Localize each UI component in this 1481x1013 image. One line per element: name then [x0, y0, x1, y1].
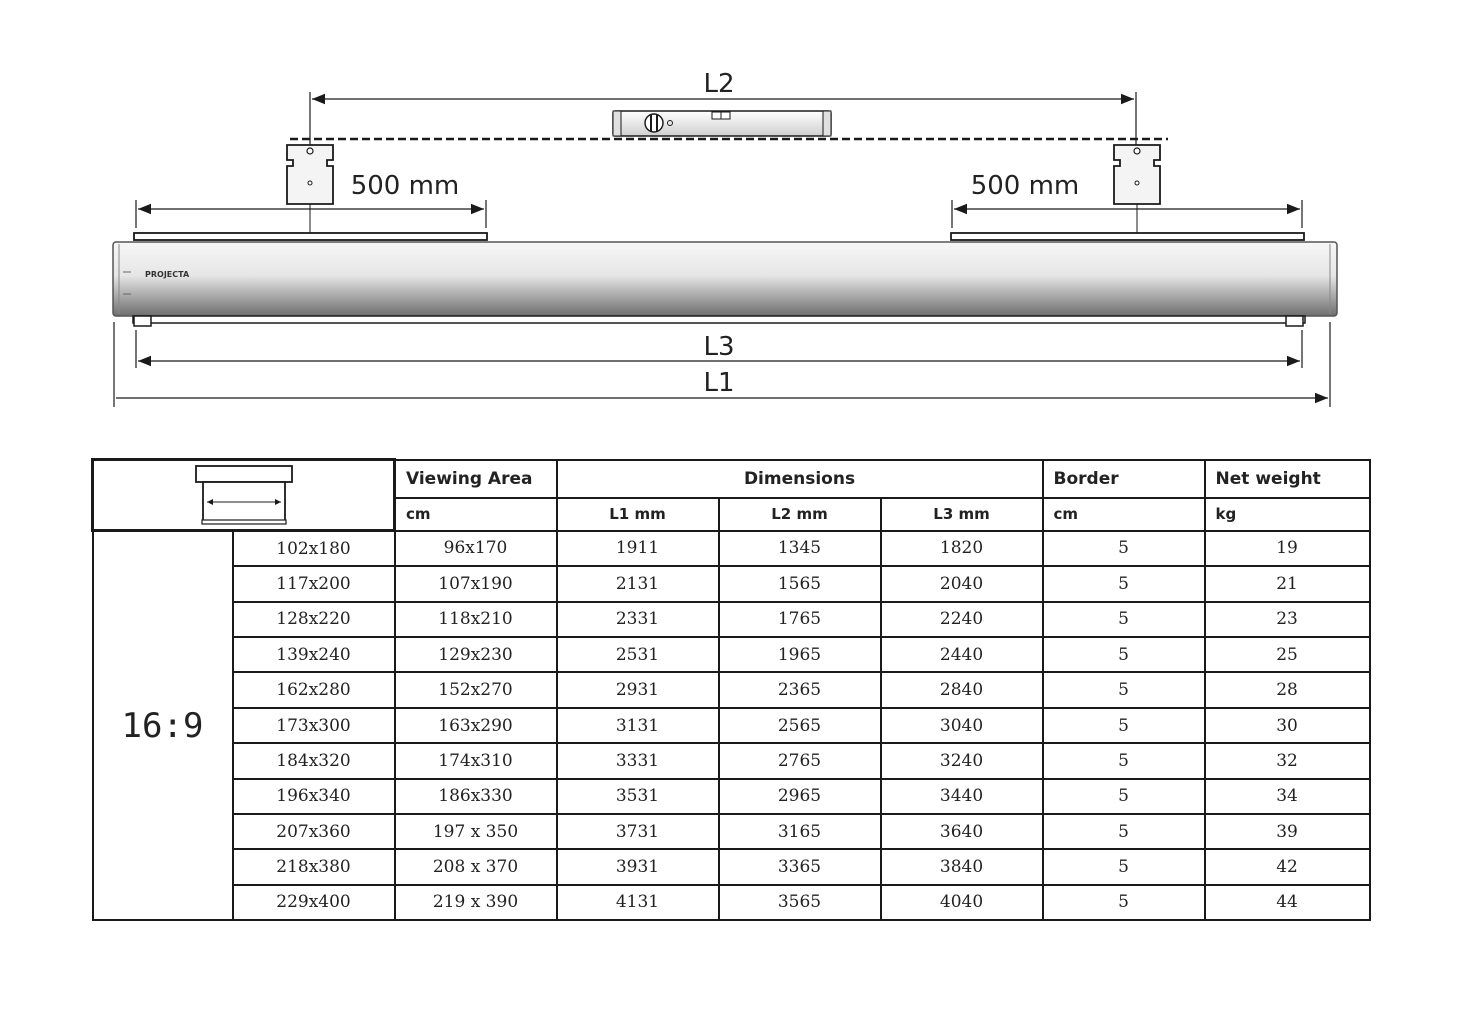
- l2-cell: 2965: [719, 779, 881, 814]
- screen-size-cell: 218x380: [233, 849, 395, 884]
- border-cell: 5: [1043, 779, 1205, 814]
- l2-label: L2: [703, 69, 735, 99]
- viewing-area-cell: 174x310: [395, 743, 557, 778]
- left-mounting-bracket-icon: [287, 145, 333, 233]
- viewing-area-cell: 96x170: [395, 531, 557, 567]
- l1-unit: L1 mm: [557, 498, 719, 531]
- border-unit: cm: [1043, 498, 1205, 531]
- spec-table: [91, 458, 1371, 921]
- brand-logo-text: PROJECTA: [145, 270, 190, 279]
- l3-cell: 2240: [881, 602, 1043, 637]
- l3-cell: 3040: [881, 708, 1043, 743]
- l1-cell: 2931: [557, 672, 719, 707]
- viewing-area-cell: 163x290: [395, 708, 557, 743]
- l3-label: L3: [703, 332, 735, 362]
- l3-cell: 2040: [881, 566, 1043, 601]
- net-weight-cell: 28: [1205, 672, 1370, 707]
- spirit-level-icon: [613, 111, 831, 136]
- table-row: [93, 708, 1370, 743]
- screen-size-cell: 102x180: [233, 531, 395, 567]
- l2-cell: 3165: [719, 814, 881, 849]
- table-row: [93, 743, 1370, 778]
- screen-size-cell: 162x280: [233, 672, 395, 707]
- l1-cell: 3131: [557, 708, 719, 743]
- right-mounting-bracket-icon: [1114, 145, 1160, 239]
- l2-cell: 2765: [719, 743, 881, 778]
- l2-cell: 2365: [719, 672, 881, 707]
- screen-size-cell: 184x320: [233, 743, 395, 778]
- viewing-area-cell: 129x230: [395, 637, 557, 672]
- screen-size-cell: 229x400: [233, 885, 395, 920]
- table-row: [93, 814, 1370, 849]
- right-offset-label: 500 mm: [970, 171, 1080, 201]
- table-row: [93, 602, 1370, 637]
- l3-cell: 2440: [881, 637, 1043, 672]
- l2-cell: 1565: [719, 566, 881, 601]
- l1-cell: 2331: [557, 602, 719, 637]
- l3-cell: 3240: [881, 743, 1043, 778]
- mounting-diagram: [0, 0, 1481, 440]
- viewing-area-cell: 208 x 370: [395, 849, 557, 884]
- screen-icon-cell: [93, 460, 395, 531]
- screen-size-cell: 196x340: [233, 779, 395, 814]
- l1-cell: 2131: [557, 566, 719, 601]
- screen-size-cell: 128x220: [233, 602, 395, 637]
- l1-cell: 1911: [557, 531, 719, 567]
- l1-cell: 3731: [557, 814, 719, 849]
- net-weight-unit: kg: [1205, 498, 1370, 531]
- net-weight-header: Net weight: [1205, 460, 1370, 498]
- l2-cell: 1345: [719, 531, 881, 567]
- viewing-area-cell: 186x330: [395, 779, 557, 814]
- viewing-area-cell: 152x270: [395, 672, 557, 707]
- net-weight-cell: 34: [1205, 779, 1370, 814]
- net-weight-cell: 32: [1205, 743, 1370, 778]
- l2-cell: 1965: [719, 637, 881, 672]
- viewing-area-header: Viewing Area: [395, 460, 557, 498]
- l2-unit: L2 mm: [719, 498, 881, 531]
- viewing-area-cell: 107x190: [395, 566, 557, 601]
- viewing-area-cell: 219 x 390: [395, 885, 557, 920]
- l3-unit: L3 mm: [881, 498, 1043, 531]
- l3-cell: 4040: [881, 885, 1043, 920]
- border-cell: 5: [1043, 849, 1205, 884]
- border-cell: 5: [1043, 566, 1205, 601]
- net-weight-cell: 42: [1205, 849, 1370, 884]
- border-cell: 5: [1043, 814, 1205, 849]
- l3-cell: 3640: [881, 814, 1043, 849]
- screen-size-cell: 207x360: [233, 814, 395, 849]
- table-row: [93, 849, 1370, 884]
- l1-cell: 3531: [557, 779, 719, 814]
- viewing-area-cell: 197 x 350: [395, 814, 557, 849]
- net-weight-cell: 44: [1205, 885, 1370, 920]
- screen-size-cell: 173x300: [233, 708, 395, 743]
- l2-cell: 3565: [719, 885, 881, 920]
- border-cell: 5: [1043, 531, 1205, 567]
- l1-cell: 2531: [557, 637, 719, 672]
- net-weight-cell: 19: [1205, 531, 1370, 567]
- screen-size-cell: 139x240: [233, 637, 395, 672]
- net-weight-cell: 25: [1205, 637, 1370, 672]
- l3-cell: 2840: [881, 672, 1043, 707]
- aspect-ratio-cell: 16:9: [93, 531, 233, 921]
- net-weight-cell: 23: [1205, 602, 1370, 637]
- l3-dimension: [136, 330, 1302, 368]
- l1-cell: 3331: [557, 743, 719, 778]
- l1-cell: 4131: [557, 885, 719, 920]
- left-wall-rail: [134, 233, 487, 240]
- l2-cell: 2565: [719, 708, 881, 743]
- table-row: [93, 885, 1370, 920]
- border-header: Border: [1043, 460, 1205, 498]
- l2-cell: 1765: [719, 602, 881, 637]
- spec-table-body: [93, 531, 1370, 921]
- dimensions-header: Dimensions: [557, 460, 1043, 498]
- net-weight-cell: 30: [1205, 708, 1370, 743]
- table-row: [93, 672, 1370, 707]
- right-wall-rail: [951, 233, 1304, 240]
- viewing-area-cell: 118x210: [395, 602, 557, 637]
- l3-cell: 1820: [881, 531, 1043, 567]
- net-weight-cell: 21: [1205, 566, 1370, 601]
- l1-cell: 3931: [557, 849, 719, 884]
- border-cell: 5: [1043, 672, 1205, 707]
- left-offset-label: 500 mm: [350, 171, 460, 201]
- table-row: [93, 531, 1370, 567]
- border-cell: 5: [1043, 743, 1205, 778]
- border-cell: 5: [1043, 602, 1205, 637]
- viewing-area-unit: cm: [395, 498, 557, 531]
- table-row: [93, 637, 1370, 672]
- table-row: [93, 566, 1370, 601]
- screen-case: [113, 242, 1337, 326]
- border-cell: 5: [1043, 637, 1205, 672]
- l3-cell: 3840: [881, 849, 1043, 884]
- border-cell: 5: [1043, 708, 1205, 743]
- screen-size-cell: 117x200: [233, 566, 395, 601]
- screen-format-icon: [194, 464, 294, 526]
- l3-cell: 3440: [881, 779, 1043, 814]
- l1-label: L1: [703, 368, 735, 398]
- l2-cell: 3365: [719, 849, 881, 884]
- net-weight-cell: 39: [1205, 814, 1370, 849]
- table-row: [93, 779, 1370, 814]
- border-cell: 5: [1043, 885, 1205, 920]
